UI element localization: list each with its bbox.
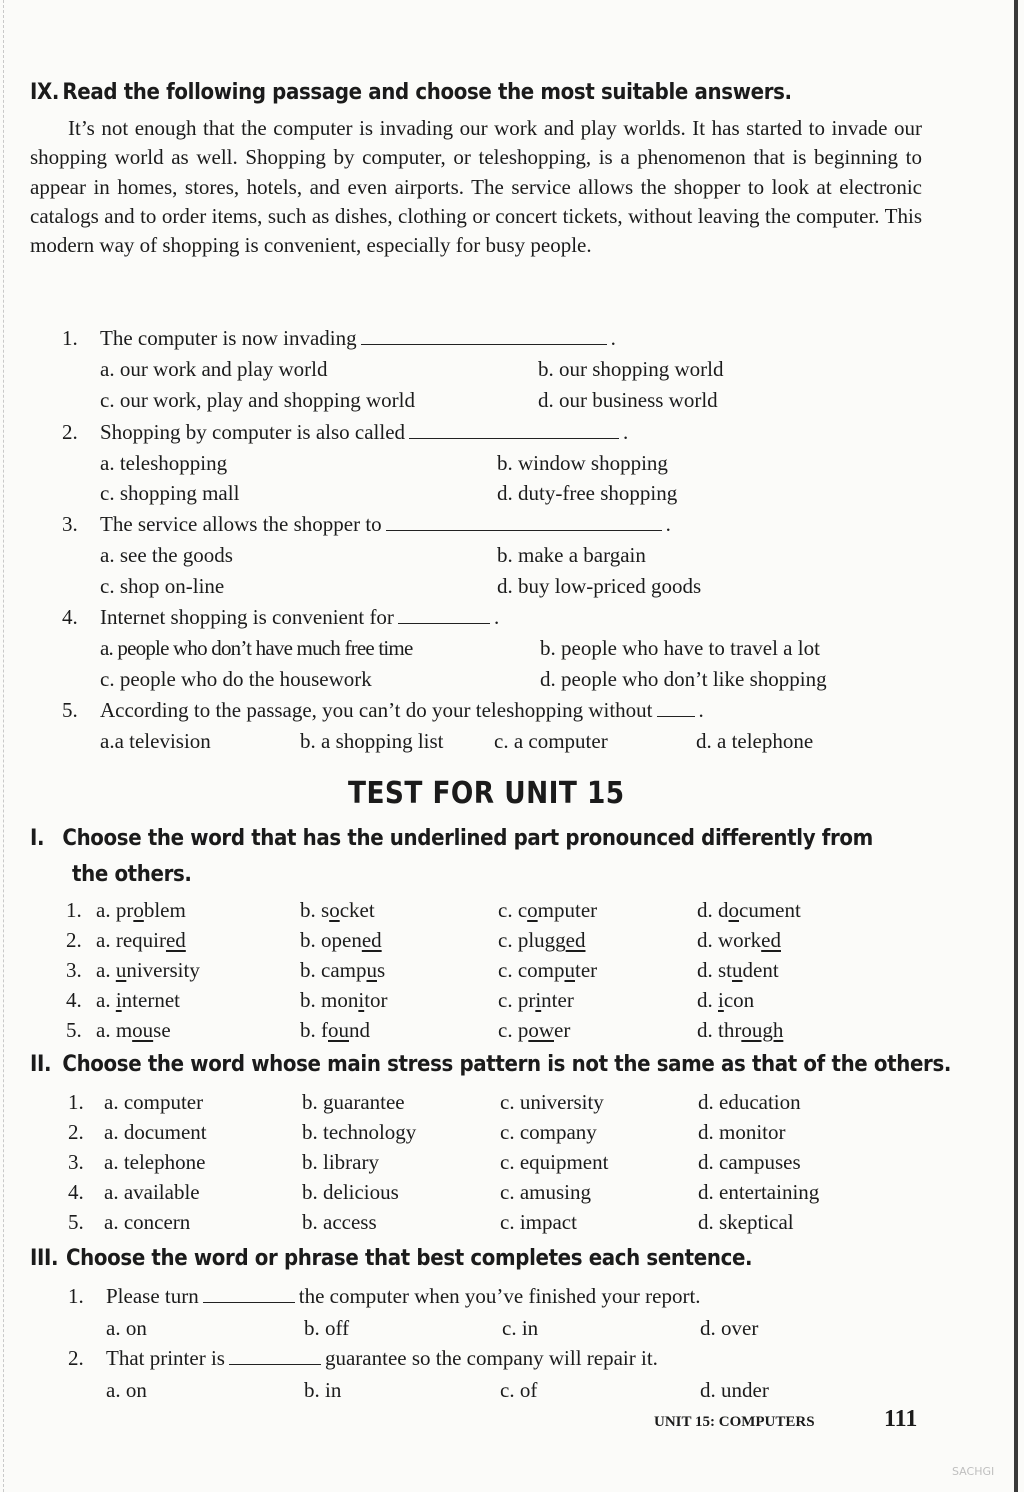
answer-blank (657, 698, 695, 717)
answer-blank (203, 1284, 295, 1303)
option-b: b. a shopping list (300, 729, 444, 753)
option-a: a. people who don’t have much free time (100, 636, 413, 660)
option-a: a. internet (96, 988, 180, 1012)
option-a: a. teleshopping (100, 451, 228, 475)
section-ix-title: Read the following passage and choose the most suitable answers. (62, 80, 792, 105)
question-number: 5. (62, 698, 78, 722)
option-c: c. university (500, 1090, 604, 1114)
question-number: 2. (62, 420, 78, 444)
stem-text: The service allows the shopper to (100, 512, 382, 536)
option-d: d. a telephone (696, 729, 814, 753)
option-c: c. printer (498, 988, 574, 1012)
option-b: b. in (304, 1378, 342, 1402)
stem-end: . (698, 698, 704, 722)
question-stem (100, 698, 704, 723)
row-number: 4. (68, 1180, 84, 1204)
answer-blank (361, 326, 607, 345)
section-ii-number: II. (30, 1052, 52, 1077)
section-i-number: I. (30, 826, 45, 851)
option-a: a. on (106, 1378, 147, 1402)
stem-text: Shopping by computer is also called (100, 420, 406, 444)
row-number: 2. (66, 928, 82, 952)
option-b: b. our shopping world (538, 357, 724, 381)
answer-blank (398, 605, 490, 624)
option-b: b. campus (300, 958, 386, 982)
stem-text: That printer is (106, 1346, 225, 1370)
question-stem (100, 326, 616, 351)
section-ii-title: Choose the word whose main stress pattern is not the same as that of the others. (62, 1052, 952, 1077)
option-d: d. buy low-priced goods (497, 574, 702, 598)
option-a: a. computer (104, 1090, 204, 1114)
stem-text: the computer when you’ve finished your report. (298, 1284, 701, 1308)
stem-text: According to the passage, you can’t do your teleshopping without (100, 698, 653, 722)
page-number: 111 (884, 1406, 918, 1432)
option-d: d. duty-free shopping (497, 481, 678, 505)
option-c: c. computer (498, 898, 598, 922)
stem-text: Internet shopping is convenient for (100, 605, 394, 629)
section-ix-number: IX. (30, 80, 60, 105)
section-i-heading-cont: the others. (72, 862, 192, 887)
row-number: 3. (66, 958, 82, 982)
row-number: 3. (68, 1150, 84, 1174)
running-footer: UNIT 15: COMPUTERS (654, 1414, 815, 1430)
option-d: d. student (697, 958, 779, 982)
option-b: b. socket (300, 898, 375, 922)
passage-text: It’s not enough that the computer is invading our work and play worlds. It has started to invade our shopping world as well. Shopping by computer, or teleshopping, is a phenomenon that is beginning to appear in homes, stores, hotels, and even airports. The service allows the shopper to look at electronic catalogs and to order items, such as dishes, clothing or concert tickets, without leaving the computer. This modern way of shopping is convenient, especially for busy people. (30, 116, 922, 258)
question-stem (106, 1284, 701, 1309)
option-b: b. technology (302, 1120, 417, 1144)
section-iii-title: Choose the word or phrase that best completes each sentence. (66, 1246, 753, 1271)
section-i-title: Choose the word that has the underlined part pronounced differently from (62, 826, 873, 851)
page-left-edge (3, 0, 4, 1492)
option-b: b. found (300, 1018, 370, 1042)
answer-blank (229, 1346, 321, 1365)
option-a: a. required (96, 928, 186, 952)
row-number: 4. (66, 988, 82, 1012)
option-c: c. of (500, 1378, 538, 1402)
section-ii-heading (30, 1052, 951, 1077)
option-b: b. library (302, 1150, 379, 1174)
option-a: a. our work and play world (100, 357, 328, 381)
option-c: c. amusing (500, 1180, 591, 1204)
option-a: a. university (96, 958, 200, 982)
question-number: 1. (62, 326, 78, 350)
option-c: c. computer (498, 958, 598, 982)
section-iii-heading (30, 1246, 752, 1271)
option-c: c. power (498, 1018, 571, 1042)
stem-end: . (493, 605, 500, 629)
question-number: 3. (62, 512, 78, 536)
option-a: a. document (104, 1120, 207, 1144)
row-number: 1. (68, 1090, 84, 1114)
option-d: d. over (700, 1316, 759, 1340)
question-number: 2. (68, 1346, 84, 1370)
stem-end: . (610, 326, 616, 350)
option-a: a. see the goods (100, 543, 233, 567)
stem-text: Please turn (106, 1284, 199, 1308)
option-d: d. document (697, 898, 801, 922)
stem-end: . (665, 512, 671, 536)
option-d: d. entertaining (698, 1180, 820, 1204)
option-a: a. on (106, 1316, 147, 1340)
option-a: a. problem (96, 898, 186, 922)
option-c: c. impact (500, 1210, 577, 1234)
row-number: 1. (66, 898, 82, 922)
option-a: a.a television (100, 729, 211, 753)
option-c: c. a computer (494, 729, 608, 753)
option-b: b. guarantee (302, 1090, 405, 1114)
question-number: 4. (62, 605, 78, 629)
section-iii-number: III. (30, 1246, 59, 1271)
row-number: 5. (68, 1210, 84, 1234)
option-d: d. icon (697, 988, 755, 1012)
stem-text: The computer is now invading (100, 326, 357, 350)
option-a: a. available (104, 1180, 200, 1204)
option-d: d. our business world (538, 388, 718, 412)
option-b: b. make a bargain (497, 543, 646, 567)
question-stem (106, 1346, 658, 1371)
option-c: c. our work, play and shopping world (100, 388, 415, 412)
option-d: d. skeptical (698, 1210, 794, 1234)
option-b: b. window shopping (497, 451, 668, 475)
option-d: d. people who don’t like shopping (540, 667, 827, 691)
option-b: b. access (302, 1210, 377, 1234)
option-c: c. shop on-line (100, 574, 225, 598)
watermark: SACHGI (952, 1465, 995, 1478)
option-d: d. campuses (698, 1150, 801, 1174)
option-c: c. plugged (498, 928, 586, 952)
option-d: d. worked (697, 928, 781, 952)
section-ix-heading (30, 80, 792, 105)
option-c: c. shopping mall (100, 481, 240, 505)
option-b: b. opened (300, 928, 382, 952)
option-c: c. equipment (500, 1150, 609, 1174)
option-a: a. mouse (96, 1018, 171, 1042)
option-b: b. off (304, 1316, 350, 1340)
row-number: 2. (68, 1120, 84, 1144)
option-d: d. monitor (698, 1120, 786, 1144)
section-i-heading (30, 826, 873, 851)
question-stem (100, 605, 499, 630)
page-right-edge (1014, 0, 1018, 1492)
option-d: d. education (698, 1090, 801, 1114)
stem-end: . (623, 420, 629, 444)
option-b: b. monitor (300, 988, 388, 1012)
question-stem (100, 420, 628, 445)
option-c: c. in (502, 1316, 539, 1340)
option-c: c. people who do the housework (100, 667, 372, 691)
question-number: 1. (68, 1284, 84, 1308)
option-a: a. telephone (104, 1150, 206, 1174)
test-title: TEST FOR UNIT 15 (348, 776, 625, 811)
option-a: a. concern (104, 1210, 191, 1234)
option-b: b. people who have to travel a lot (540, 636, 820, 660)
option-c: c. company (500, 1120, 597, 1144)
answer-blank (409, 420, 619, 439)
option-d: d. through (697, 1018, 784, 1042)
reading-passage (30, 114, 922, 260)
option-b: b. delicious (302, 1180, 399, 1204)
option-d: d. under (700, 1378, 769, 1402)
question-stem (100, 512, 671, 537)
stem-text: guarantee so the company will repair it. (324, 1346, 658, 1370)
answer-blank (386, 512, 662, 531)
row-number: 5. (66, 1018, 82, 1042)
